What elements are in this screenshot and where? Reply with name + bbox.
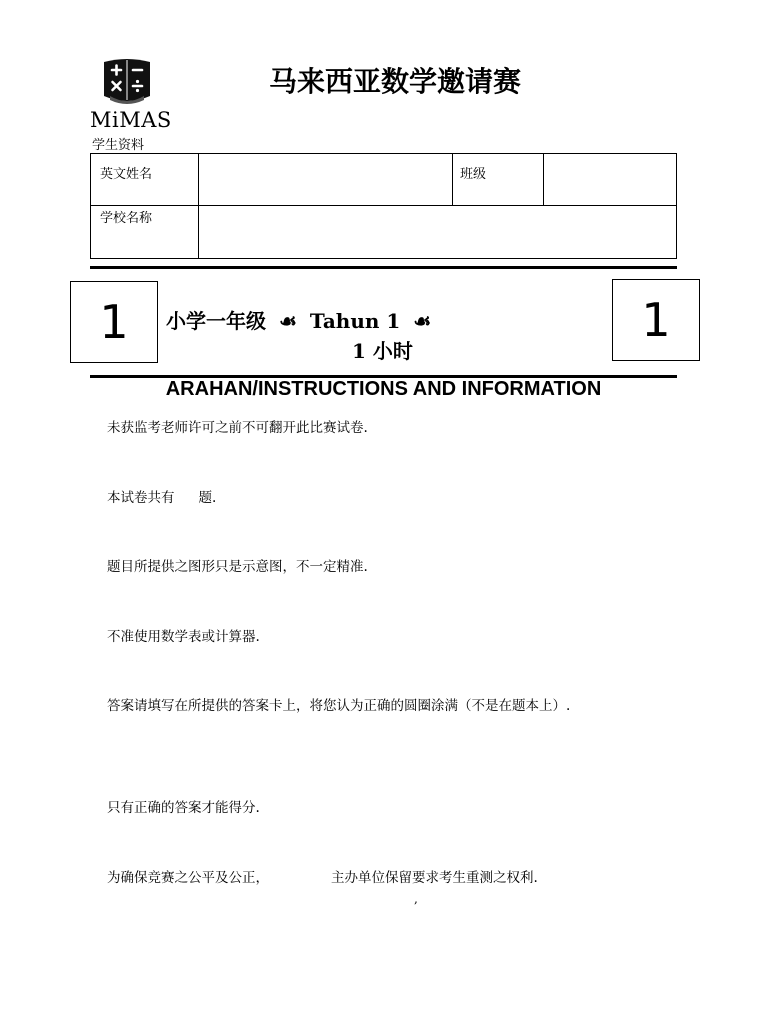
class-label: 班级 xyxy=(460,167,487,182)
ornament-icon: ☙ xyxy=(413,309,432,333)
table-divider xyxy=(452,154,453,205)
stray-mark: , xyxy=(414,892,418,906)
instruction-text: 本试卷共有 xyxy=(107,490,175,506)
instructions-heading: ARAHAN/INSTRUCTIONS AND INFORMATION xyxy=(165,378,602,400)
grade-chinese: 小学一年级 xyxy=(166,309,266,333)
instruction-item: 未获监考老师许可之前不可翻开此比赛试卷. xyxy=(107,420,368,436)
instruction-text: 主办单位保留要求考生重测之权利. xyxy=(331,870,538,886)
grade-title xyxy=(166,305,431,334)
student-info-section-label: 学生资料 xyxy=(92,138,145,153)
instruction-item: 答案请填写在所提供的答案卡上，将您认为正确的圆圈涂满（不是在题本上）. xyxy=(107,698,571,714)
logo-text: MiMAS xyxy=(90,108,172,132)
student-info-table xyxy=(90,153,677,259)
instruction-item: 不准使用数学表或计算器. xyxy=(107,629,260,645)
grade-malay: Tahun 1 xyxy=(309,309,401,333)
instruction-item xyxy=(107,486,216,506)
ornament-icon: ☙ xyxy=(278,309,297,333)
english-name-label: 英文姓名 xyxy=(100,167,153,182)
grade-box-right: 1 xyxy=(612,279,700,361)
school-name-field[interactable] xyxy=(199,206,676,258)
mimas-logo-icon xyxy=(100,56,154,108)
instruction-text: 为确保竞赛之公平及公正， xyxy=(107,870,269,886)
grade-box-left: 1 xyxy=(70,281,158,363)
divider-rule xyxy=(90,266,677,269)
class-field[interactable] xyxy=(544,154,676,205)
instruction-item xyxy=(107,866,538,886)
school-name-label: 学校名称 xyxy=(100,211,153,226)
instruction-item: 题目所提供之图形只是示意图，不一定精准. xyxy=(107,559,368,575)
instruction-item: 只有正确的答案才能得分. xyxy=(107,800,260,816)
page-title: 马来西亚数学邀请赛 xyxy=(268,65,521,98)
instruction-text: 题. xyxy=(198,490,217,506)
english-name-field[interactable] xyxy=(199,154,452,205)
exam-duration: 1 小时 xyxy=(352,339,413,363)
